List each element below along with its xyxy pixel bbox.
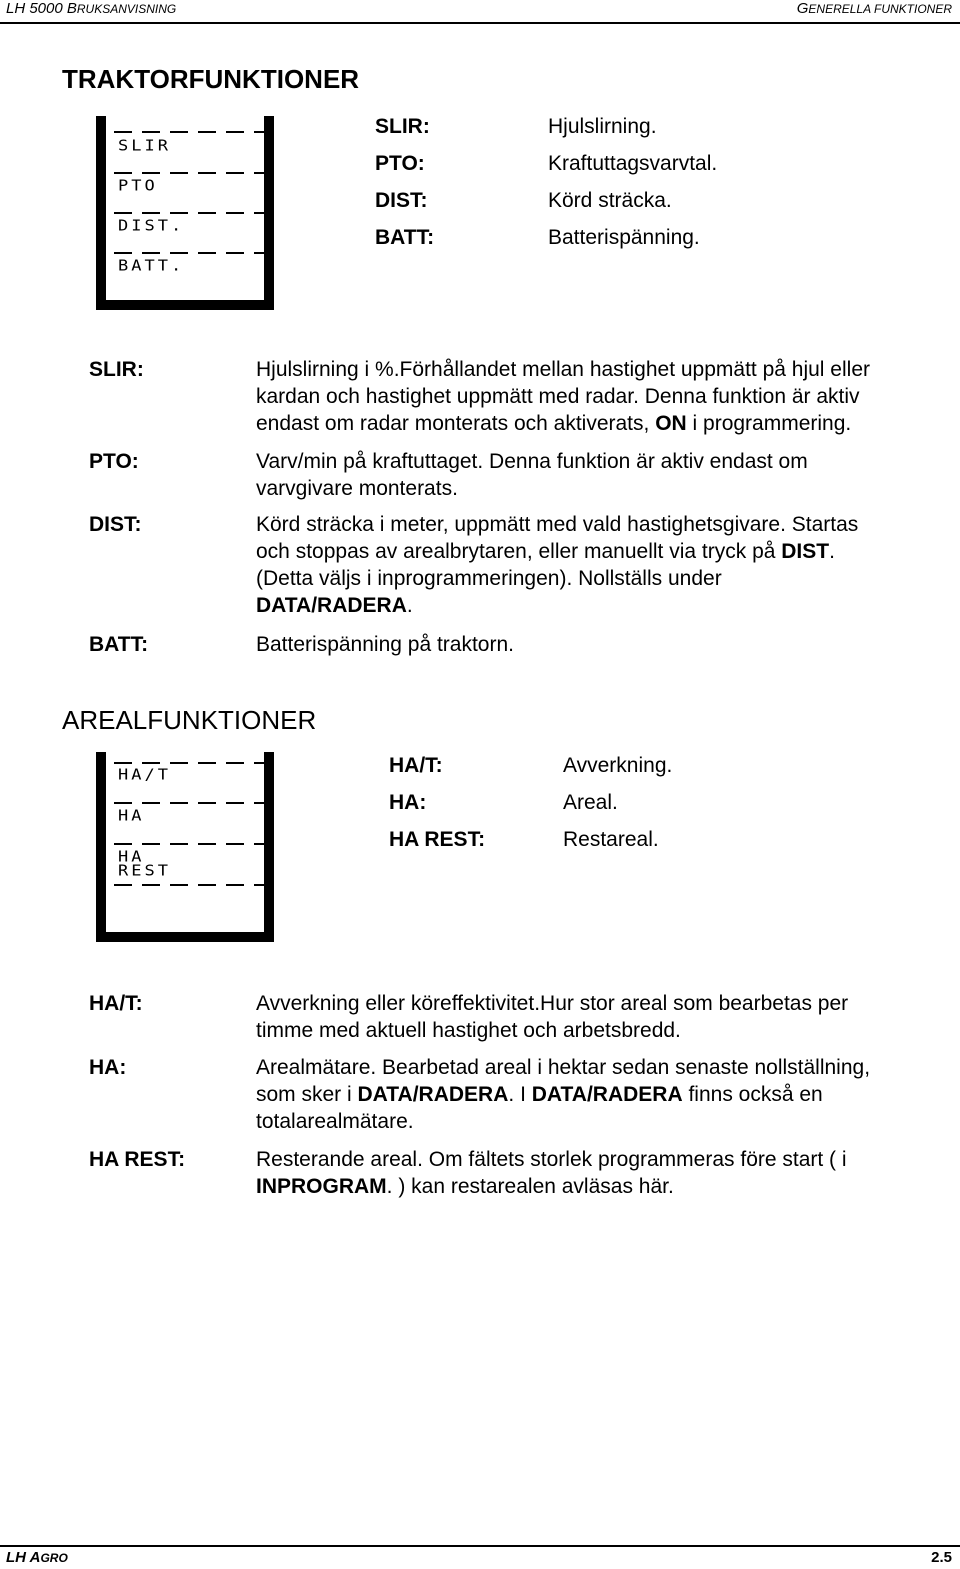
legend-value: Hjulslirning. (548, 115, 657, 138)
header-left (6, 0, 176, 17)
header-right-a: G (796, 0, 809, 17)
header-rule (0, 22, 960, 24)
detail-line: kardan och hastighet uppmätt med radar. Denna funktion är aktiv (256, 385, 860, 408)
legend-value: Körd sträcka. (548, 189, 672, 212)
detail-line (256, 1081, 956, 1108)
legend-label: HA REST: (389, 828, 486, 851)
detail-label-ha: HA: (89, 1056, 127, 1079)
legend-label: HA: (389, 791, 427, 814)
page-number: 2.5 (931, 1549, 952, 1566)
detail-span: som sker i (256, 1083, 358, 1106)
detail-text-ha (256, 1054, 956, 1135)
detail-text-hat (256, 990, 956, 1044)
detail-span: . I (508, 1083, 532, 1106)
detail-line: Körd sträcka i meter, uppmätt med vald hastighetsgivare. Startas (256, 513, 859, 536)
legend-value: Areal. (563, 791, 618, 814)
detail-text-pto (256, 448, 956, 502)
display-line: BATT. (118, 257, 185, 275)
detail-text-slir (256, 356, 956, 437)
detail-line: Arealmätare. Bearbetad areal i hektar sedan senaste nollställning, (256, 1056, 871, 1079)
footer-left-b: GRO (40, 1551, 68, 1565)
header-left-b: RUKSANVISNING (76, 2, 177, 16)
detail-label-hat: HA/T: (89, 992, 143, 1015)
legend-value: Batterispänning. (548, 226, 700, 249)
detail-label-dist: DIST: (89, 513, 142, 536)
detail-line: Resterande areal. Om fältets storlek programmeras före start ( i (256, 1148, 847, 1171)
detail-label-rest: HA REST: (89, 1148, 186, 1171)
detail-span: i programmering. (686, 412, 852, 435)
detail-line: timme med aktuell hastighet och arbetsbredd. (256, 1019, 681, 1042)
detail-keyword: DATA/RADERA (256, 594, 407, 617)
detail-span: . (829, 540, 835, 563)
section-title-traktor: TRAKTORFUNKTIONER (62, 64, 360, 94)
display-line: SLIR (118, 137, 171, 155)
detail-line: Batterispänning på traktorn. (256, 633, 514, 656)
legend-value: Avverkning. (563, 754, 673, 777)
detail-text-dist (256, 511, 956, 619)
detail-line (256, 410, 956, 437)
legend-label: SLIR: (375, 115, 430, 138)
legend-label: DIST: (375, 189, 428, 212)
detail-span: och stoppas av arealbrytaren, eller manuellt via tryck på (256, 540, 782, 563)
display-line: HA (118, 848, 145, 866)
header-right-b: ENERELLA FUNKTIONER (808, 2, 952, 16)
legend-label: BATT: (375, 226, 435, 249)
section-title-areal: AREALFUNKTIONER (62, 705, 317, 735)
detail-keyword: INPROGRAM (256, 1175, 387, 1198)
display-panel-areal (96, 752, 274, 942)
detail-text-rest (256, 1146, 956, 1200)
detail-keyword: DATA/RADERA (357, 1083, 509, 1106)
detail-line: (Detta väljs i inprogrammeringen). Nollställs under (256, 567, 722, 590)
detail-span: endast om radar monterats och aktiverats, (256, 412, 656, 435)
detail-label-slir: SLIR: (89, 358, 144, 381)
display-line: PTO (118, 177, 158, 195)
detail-line: totalarealmätare. (256, 1110, 414, 1133)
detail-line: Varv/min på kraftuttaget. Denna funktion är aktiv endast om (256, 450, 808, 473)
display-line: HA (118, 807, 145, 825)
display-line: REST (118, 862, 171, 880)
detail-keyword: DIST (781, 540, 830, 563)
display-line: DIST. (118, 217, 185, 235)
display-panel-traktor (96, 116, 274, 310)
legend-value: Kraftuttagsvarvtal. (548, 152, 718, 175)
detail-line: Hjulslirning i %.Förhållandet mellan hastighet uppmätt på hjul eller (256, 358, 870, 381)
detail-text-batt (256, 631, 956, 658)
detail-keyword: ON (655, 412, 687, 435)
detail-span: finns också en (682, 1083, 823, 1106)
legend-label: HA/T: (389, 754, 443, 777)
legend-value: Restareal. (563, 828, 659, 851)
detail-line (256, 592, 956, 619)
detail-line (256, 538, 956, 565)
footer-rule (0, 1545, 960, 1547)
detail-label-batt: BATT: (89, 633, 149, 656)
detail-keyword: DATA/RADERA (531, 1083, 683, 1106)
footer-left-a: LH A (6, 1549, 41, 1566)
detail-label-pto: PTO: (89, 450, 139, 473)
legend-label: PTO: (375, 152, 425, 175)
header-right (797, 0, 952, 17)
display-line: HA/T (118, 766, 171, 784)
detail-span: . ) kan restarealen avläsas här. (386, 1175, 674, 1198)
detail-line (256, 1173, 956, 1200)
detail-span: . (406, 594, 413, 617)
detail-line: varvgivare monterats. (256, 477, 458, 500)
header-left-a: LH 5000 B (6, 0, 77, 17)
detail-line: Avverkning eller köreffektivitet.Hur stor areal som bearbetas per (256, 992, 849, 1015)
footer-left (6, 1549, 68, 1566)
